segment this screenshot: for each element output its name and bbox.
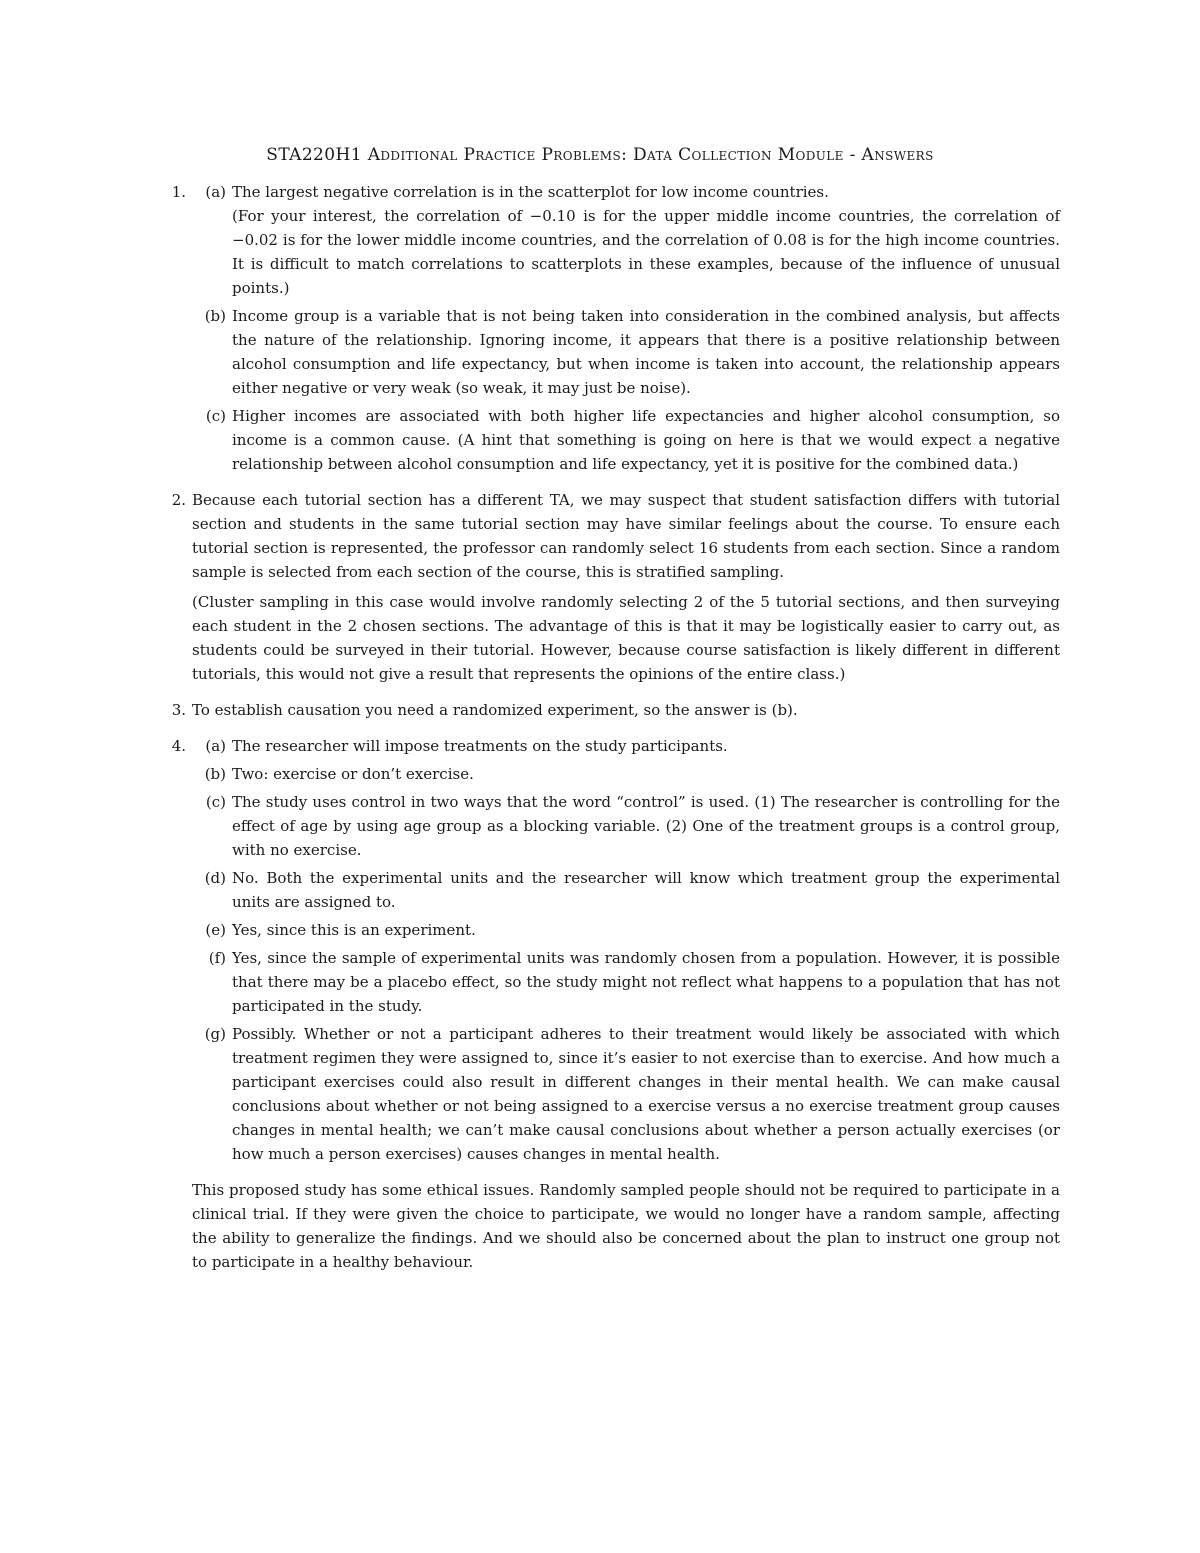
answer-text: Because each tutorial section has a different TA, we may suspect that student satisfaction differs with tutorial section and students in the same tutorial section may have similar feelings about the course. To ensure each tutorial section is represented, the professor can randomly select 16 students from each section. Since a random sample is selected from each section of the course, this is stratified sampling. <box>192 491 1060 581</box>
answer-2 <box>160 488 1060 686</box>
answer-1a <box>192 180 1060 300</box>
part-label: (a) <box>205 737 226 755</box>
answer-4e <box>192 918 1060 942</box>
answer-1c <box>192 404 1060 476</box>
part-label: (d) <box>204 869 226 887</box>
part-label: (b) <box>204 307 226 325</box>
part-label: (f) <box>208 949 226 967</box>
answer-text: Income group is a variable that is not being taken into consideration in the combined analysis, but affects the nature of the relationship. Ignoring income, it appears that there is a positive relationship between alcohol consumption and life expectancy, but when income is taken into account, the relationship appears either negative or very weak (so weak, it may just be noise). <box>232 307 1060 397</box>
answer-text: Yes, since this is an experiment. <box>232 921 476 939</box>
answer-text: The largest negative correlation is in the scatterplot for low income countries. <box>232 183 829 201</box>
answer-4c <box>192 790 1060 862</box>
answer-number: 3. <box>171 701 186 719</box>
answer-text: The study uses control in two ways that the word “control” is used. (1) The researcher is controlling for the effect of age by using age group as a blocking variable. (2) One of the treatment groups is a control group, with no exercise. <box>232 793 1060 859</box>
part-label: (e) <box>205 921 226 939</box>
answer-number: 4. <box>171 737 186 755</box>
answer-text: The researcher will impose treatments on the study participants. <box>232 737 728 755</box>
page-title <box>150 145 1050 165</box>
answer-note: (Cluster sampling in this case would involve randomly selecting 2 of the 5 tutorial sections, and then surveying each student in the 2 chosen sections. The advantage of this is that it may be logistically easier to carry out, as students could be surveyed in their tutorial. However, because course satisfaction is likely different in different tutorials, this would not give a result that represents the opinions of the entire class.) <box>192 593 1060 683</box>
answer-text: Yes, since the sample of experimental units was randomly chosen from a population. However, it is possible that there may be a placebo effect, so the study might not reflect what happens to a population that has not participated in the study. <box>232 949 1060 1015</box>
part-label: (g) <box>204 1025 226 1043</box>
answer-number: 2. <box>171 491 186 509</box>
part-label: (c) <box>205 793 226 811</box>
answer-number: 1. <box>171 183 186 201</box>
answers-body <box>160 180 1060 1274</box>
answer-4a <box>192 734 1060 758</box>
ethics-paragraph: This proposed study has some ethical issues. Randomly sampled people should not be required to participate in a clinical trial. If they were given the choice to participate, we would no longer have a random sample, affecting the ability to generalize the findings. And we should also be concerned about the plan to instruct one group not to participate in a healthy behaviour. <box>192 1181 1060 1271</box>
part-label: (b) <box>204 765 226 783</box>
answer-4 <box>160 734 1060 1166</box>
answer-text: Possibly. Whether or not a participant adheres to their treatment would likely be associated with which treatment regimen they were assigned to, since it’s easier to not exercise than to exercise. And how much a participant exercises could also result in different changes in their mental health. We can make causal conclusions about whether or not being assigned to a exercise versus a no exercise treatment group causes changes in mental health; we can’t make causal conclusions about whether a person actually exercises (or how much a person exercises) causes changes in mental health. <box>232 1025 1060 1163</box>
answer-4g <box>192 1022 1060 1166</box>
title-text: Additional Practice Problems: Data Collection Module - Answers <box>367 145 934 165</box>
answer-text: Higher incomes are associated with both higher life expectancies and higher alcohol consumption, so income is a common cause. (A hint that something is going on here is that we would expect a negative relationship between alcohol consumption and life expectancy, yet it is positive for the combined data.) <box>232 407 1060 473</box>
course-code: STA220H1 <box>266 145 362 165</box>
answer-text: To establish causation you need a randomized experiment, so the answer is (b). <box>192 701 798 719</box>
answer-text: Two: exercise or don’t exercise. <box>232 765 474 783</box>
answer-4f <box>192 946 1060 1018</box>
answer-4b <box>192 762 1060 786</box>
answer-1b <box>192 304 1060 400</box>
answer-text: No. Both the experimental units and the researcher will know which treatment group the experimental units are assigned to. <box>232 869 1060 911</box>
part-label: (c) <box>205 407 226 425</box>
answer-4d <box>192 866 1060 914</box>
answer-1 <box>160 180 1060 476</box>
answer-note: (For your interest, the correlation of −0.10 is for the upper middle income countries, the correlation of −0.02 is for the lower middle income countries, and the correlation of 0.08 is for the high income countries. It is difficult to match correlations to scatterplots in these examples, because of the influence of unusual points.) <box>232 207 1060 297</box>
answer-3 <box>160 698 1060 722</box>
part-label: (a) <box>205 183 226 201</box>
